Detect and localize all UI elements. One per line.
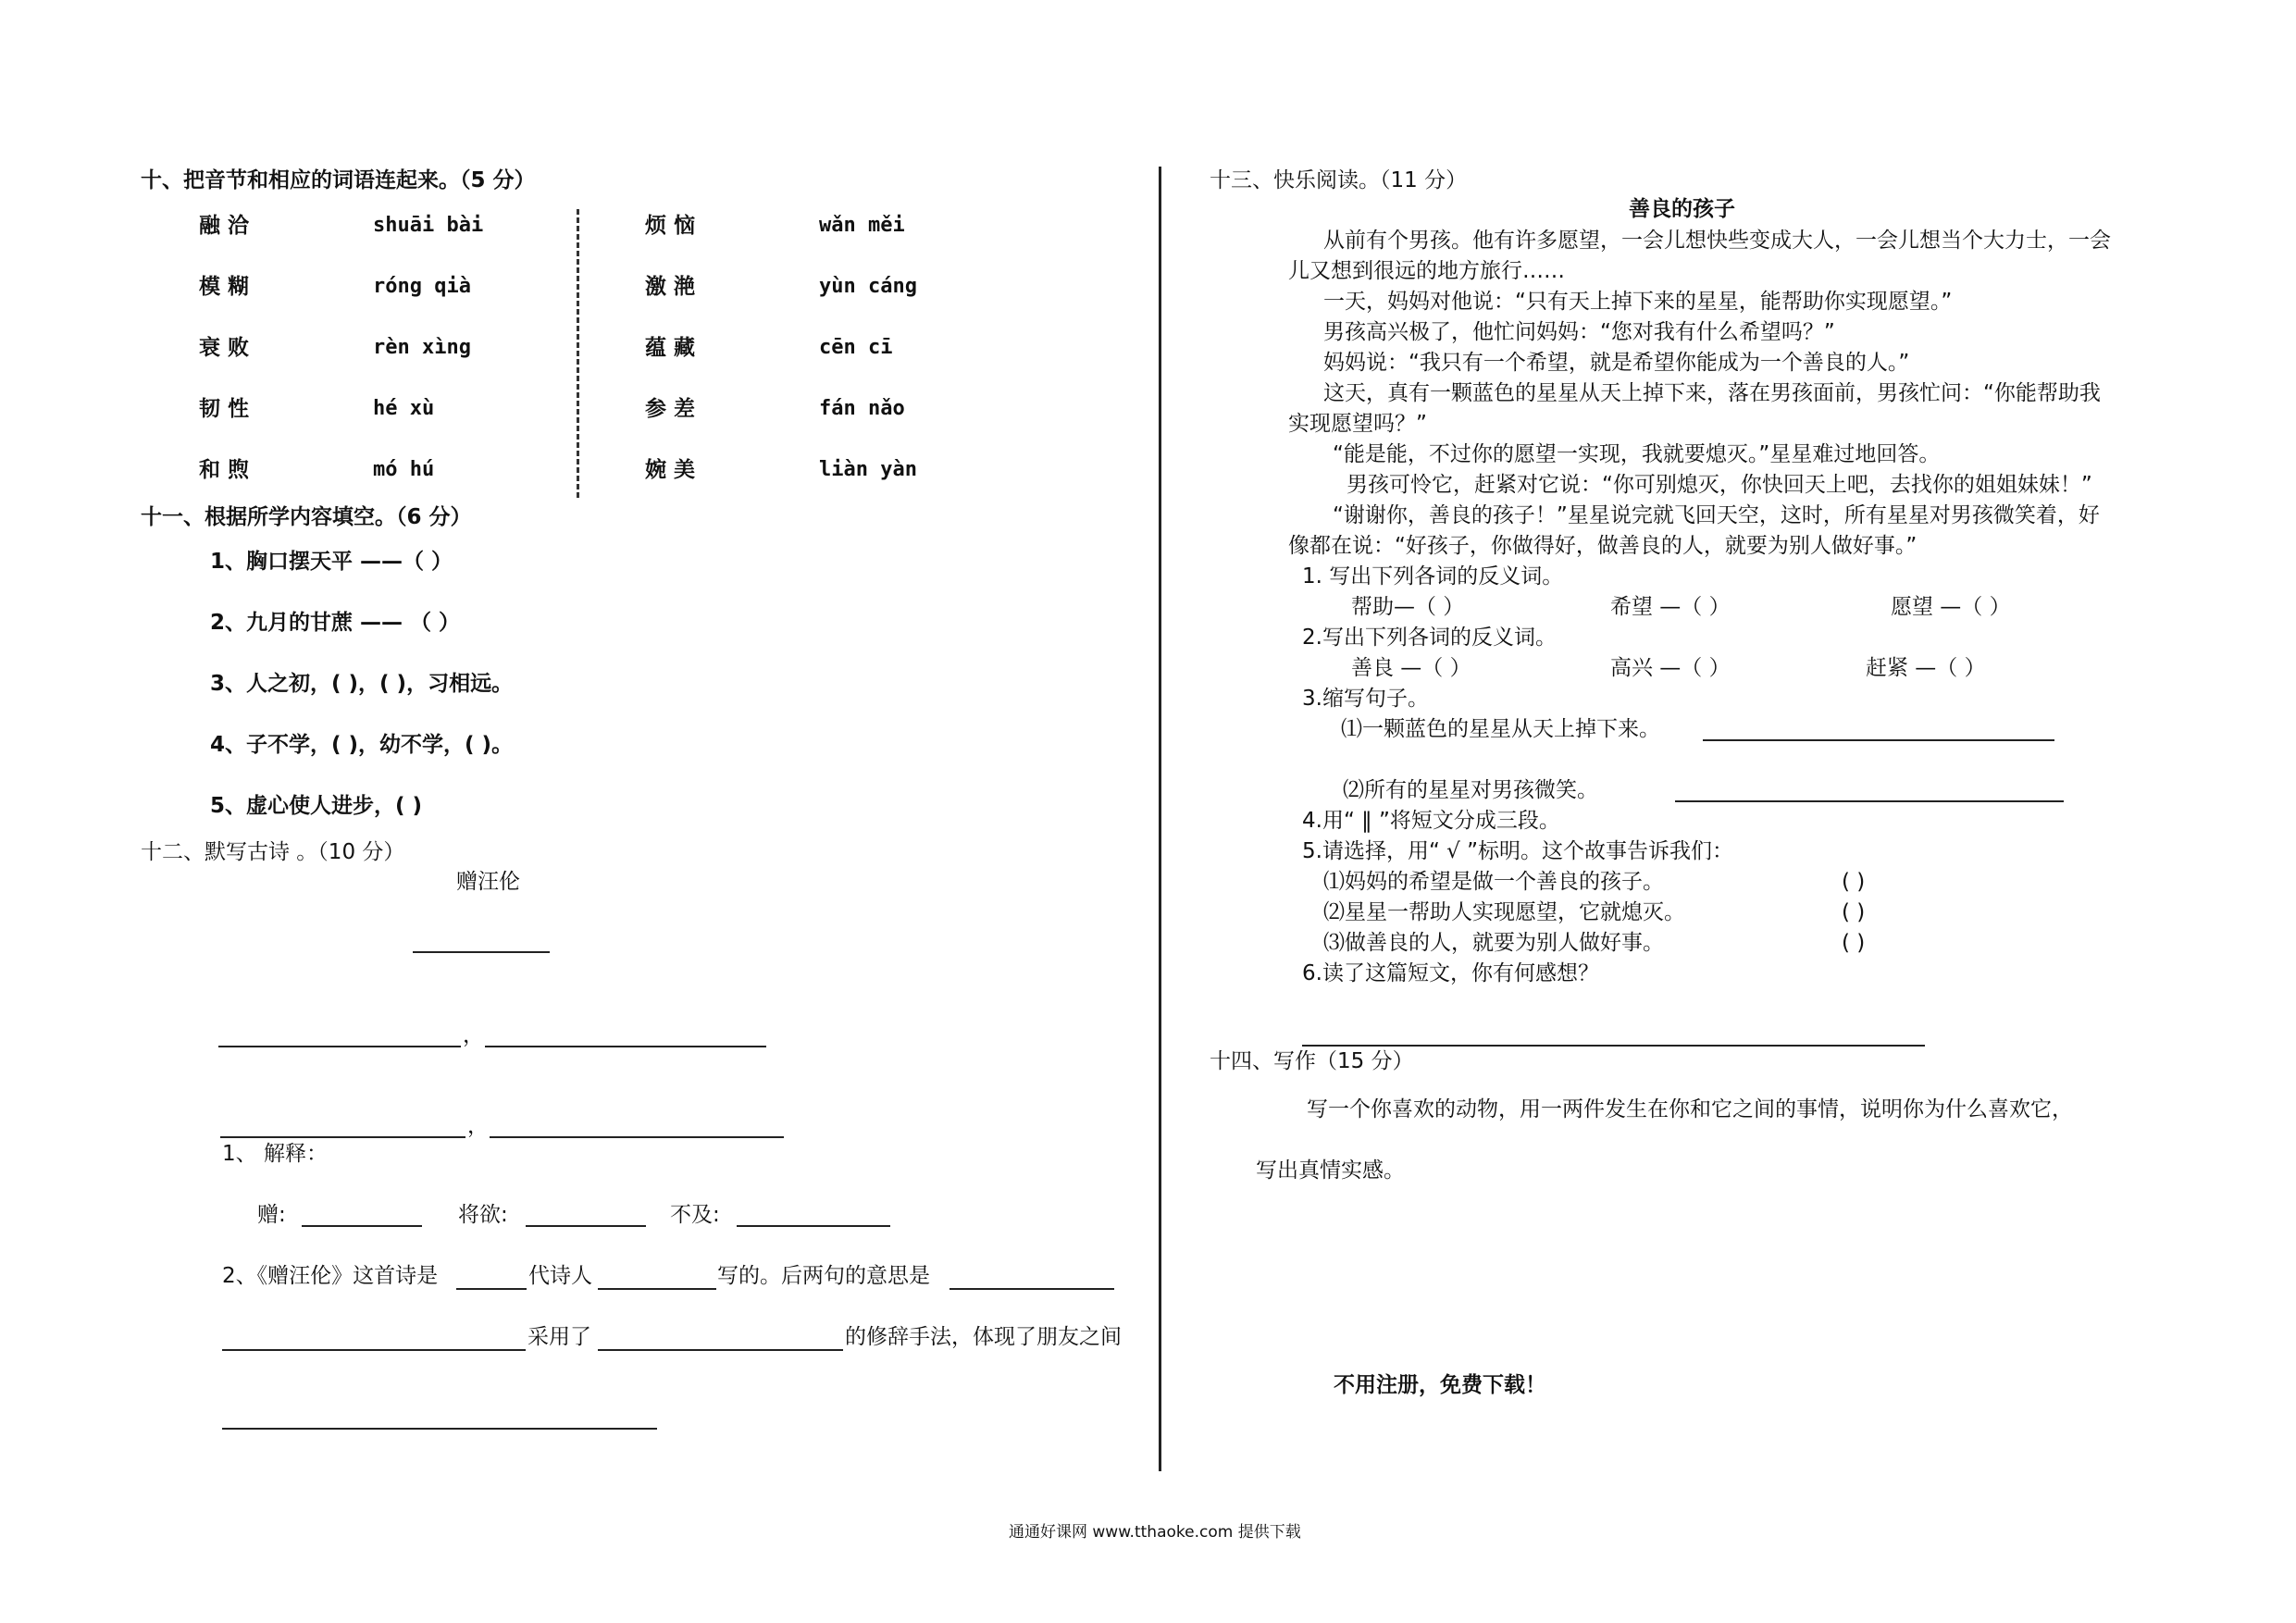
poem-line-2b-blank[interactable] [490,1136,784,1138]
fill-item: 5、虚心使人进步，( ) [210,794,423,818]
match-pinyin: liàn yàn [819,458,917,481]
explain-label: 1、 解释： [222,1142,328,1166]
page-divider [1159,167,1161,1471]
section-12-title: 十二、默写古诗 。（10 分） [141,840,405,864]
friendship-blank[interactable] [222,1428,657,1430]
poem-line-2a-blank[interactable] [220,1136,465,1138]
reading-q5: 5.请选择，用“ √ ”标明。这个故事告诉我们： [1302,839,1734,863]
antonym-item: 希望 —（ ） [1610,595,1731,619]
story-line: “谢谢你，善良的孩子！”星星说完就飞回天空，这时，所有星星对男孩微笑着，好 [1333,503,2100,527]
antonym-item: 愿望 —（ ） [1891,595,2011,619]
reading-q3: 3.缩写句子。 [1302,687,1429,711]
match-pinyin: mó hú [373,458,435,481]
story-line: 这天，真有一颗蓝色的星星从天上掉下来，落在男孩面前，男孩忙问：“你能帮助我 [1323,381,2101,405]
explain-zeng-label: 赠: [257,1203,286,1227]
shorten-b-blank[interactable] [1675,800,2064,802]
story-line: 一天，妈妈对他说：“只有天上掉下来的星星，能帮助你实现愿望。” [1323,290,1953,314]
poem-q2-text: 的修辞手法，体现了朋友之间 [845,1325,1122,1349]
reading-q1: 1. 写出下列各词的反义词。 [1302,564,1564,588]
choice-paren[interactable]: ( ) [1842,900,1866,924]
story-title: 善良的孩子 [1629,197,1735,221]
antonym-item: 帮助—（ ） [1351,595,1465,619]
poem-q2-text: 代诗人 [528,1264,592,1288]
poem-q2-text: 写的。后两句的意思是 [717,1264,930,1288]
antonym-item: 高兴 —（ ） [1610,656,1731,680]
explain-buji-blank[interactable] [737,1225,890,1227]
rhetoric-blank[interactable] [598,1349,843,1351]
match-word: 模 糊 [199,275,250,299]
poet-blank[interactable] [598,1288,716,1290]
story-line: 男孩高兴极了，他忙问妈妈：“您对我有什么希望吗？” [1323,320,1835,344]
story-line: 像都在说：“好孩子，你做得好，做善良的人，就要为别人做好事。” [1288,534,1917,558]
writing-prompt: 写出真情实感。 [1256,1158,1405,1183]
reading-q6: 6.读了这篇短文，你有何感想？ [1302,961,1599,985]
poem-q2-text: 采用了 [527,1325,591,1349]
antonym-item: 善良 —（ ） [1351,656,1471,680]
story-line: 实现愿望吗？” [1288,412,1427,436]
choice-paren[interactable]: ( ) [1842,870,1866,894]
match-pinyin: fán nǎo [819,397,905,420]
shorten-a: ⑴一颗蓝色的星星从天上掉下来。 [1341,717,1660,741]
shorten-a-blank[interactable] [1703,739,2054,741]
explain-zeng-blank[interactable] [302,1225,422,1227]
match-pinyin: róng qià [373,275,471,298]
fill-item: 4、子不学，( )，幼不学，( )。 [210,733,514,757]
match-pinyin: hé xù [373,397,435,420]
match-pinyin: wǎn měi [819,214,905,237]
meaning-continued-blank[interactable] [222,1349,526,1351]
dynasty-blank[interactable] [456,1288,527,1290]
story-line: 儿又想到很远的地方旅行…… [1288,259,1565,283]
match-word: 参 差 [645,397,696,421]
choice-item: ⑵星星一帮助人实现愿望，它就熄灭。 [1323,900,1685,924]
section-13-title: 十三、快乐阅读。（11 分） [1210,168,1468,192]
writing-prompt: 写一个你喜欢的动物，用一两件发生在你和它之间的事情，说明你为什么喜欢它， [1307,1097,2073,1121]
story-line: 妈妈说：“我只有一个希望，就是希望你能成为一个善良的人。” [1323,351,1910,375]
explain-jiangyu-blank[interactable] [526,1225,646,1227]
matching-divider [577,209,579,498]
fill-item: 3、人之初，( )，( )，习相远。 [210,672,514,696]
reading-q4: 4.用“ ‖ ”将短文分成三段。 [1302,809,1560,833]
fill-item: 2、九月的甘蔗 —— （ ） [210,611,461,635]
reading-q2: 2.写出下列各词的反义词。 [1302,626,1557,650]
poem-title: 赠汪伦 [456,870,520,894]
poem-line-1b-blank[interactable] [485,1046,766,1047]
meaning-blank[interactable] [949,1288,1114,1290]
section-14-title: 十四、写作（15 分） [1210,1049,1414,1073]
poem-comma: ， [467,1114,489,1138]
match-pinyin: cēn cī [819,336,893,359]
match-word: 婉 美 [645,458,696,482]
poem-line-1a-blank[interactable] [218,1046,461,1047]
match-word: 衰 败 [199,336,250,360]
choice-item: ⑴妈妈的希望是做一个善良的孩子。 [1323,870,1664,894]
explain-buji-label: 不及: [670,1203,720,1227]
shorten-b: ⑵所有的星星对男孩微笑。 [1343,778,1598,802]
match-word: 蕴 藏 [645,336,696,360]
poem-comma: ， [463,1023,484,1047]
section-11-title: 十一、根据所学内容填空。（6 分） [141,505,472,529]
match-word: 烦 恼 [645,214,696,238]
antonym-item: 赶紧 —（ ） [1866,656,1986,680]
story-line: 从前有个男孩。他有许多愿望，一会儿想快些变成大人，一会儿想当个大力士，一会 [1323,229,2111,253]
match-word: 激 滟 [645,275,696,299]
promo-text: 不用注册，免费下载！ [1334,1373,1546,1397]
match-pinyin: yùn cáng [819,275,917,298]
story-line: 男孩可怜它，赶紧对它说：“你可别熄灭，你快回天上吧，去找你的姐姐妹妹！” [1347,473,2092,497]
story-line: “能是能，不过你的愿望一实现，我就要熄灭。”星星难过地回答。 [1333,442,1941,466]
choice-item: ⑶做善良的人，就要为别人做好事。 [1323,931,1664,955]
match-pinyin: rèn xìng [373,336,471,359]
match-word: 和 煦 [199,458,250,482]
match-word: 韧 性 [199,397,250,421]
poem-author-blank[interactable] [413,951,550,953]
poem-q2-text: 2、《赠汪伦》这首诗是 [222,1264,439,1288]
match-pinyin: shuāi bài [373,214,484,237]
match-word: 融 洽 [199,214,250,238]
reflection-blank[interactable] [1302,1045,1925,1047]
explain-jiangyu-label: 将欲: [458,1203,508,1227]
section-10-title: 十、把音节和相应的词语连起来。（5 分） [141,168,536,192]
fill-item: 1、胸口摆天平 ——（ ） [210,550,453,574]
choice-paren[interactable]: ( ) [1842,931,1866,955]
footer-credit: 通通好课网 www.tthaoke.com 提供下载 [1009,1523,1301,1542]
